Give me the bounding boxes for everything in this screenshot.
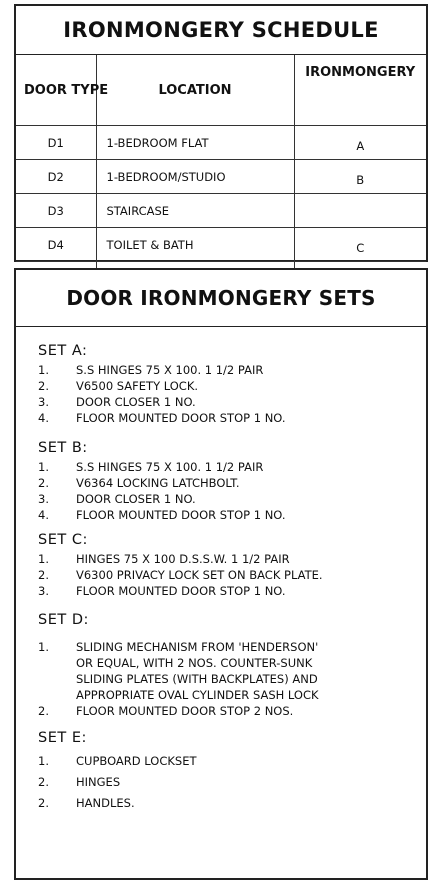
sets-title: DOOR IRONMONGERY SETS xyxy=(16,270,426,327)
list-item xyxy=(38,475,418,491)
item-number: 1. xyxy=(38,640,49,654)
list-item xyxy=(38,774,418,790)
item-text: HANDLES. xyxy=(76,796,135,810)
ironmongery-sets xyxy=(14,268,428,880)
list-item xyxy=(38,394,418,410)
set-name: SET A: xyxy=(38,343,88,359)
item-text: S.S HINGES 75 X 100. 1 1/2 PAIR xyxy=(76,363,264,377)
item-number: 2. xyxy=(38,796,49,810)
set-c xyxy=(38,529,418,599)
door-type-cell: D4 xyxy=(16,228,96,262)
item-text: DOOR CLOSER 1 NO. xyxy=(76,395,196,409)
item-number: 3. xyxy=(38,492,49,506)
schedule-title: IRONMONGERY SCHEDULE xyxy=(16,6,426,55)
item-number: 2. xyxy=(38,775,49,789)
item-number: 1. xyxy=(38,363,49,377)
list-item xyxy=(38,703,418,719)
header-ironmongery: IRONMONGERY xyxy=(294,55,426,126)
table-row xyxy=(16,228,426,262)
set-name: SET E: xyxy=(38,730,87,746)
door-type-cell: D3 xyxy=(16,194,96,228)
door-type-cell: D2 xyxy=(16,160,96,194)
location-cell: TOILET & BATH xyxy=(96,228,294,262)
ironmongery-cell: C xyxy=(294,228,426,262)
list-item xyxy=(38,459,418,475)
schedule-table xyxy=(16,55,426,296)
item-text: SLIDING MECHANISM FROM 'HENDERSON' OR EQUAL, WITH 2 NOS. COUNTER-SUNK SLIDING PLATES (WITH BACKPLATES) AND APPROPRIATE OVAL CYLINDER SASH LOCK xyxy=(76,640,319,702)
item-text: S.S HINGES 75 X 100. 1 1/2 PAIR xyxy=(76,460,264,474)
item-text: V6300 PRIVACY LOCK SET ON BACK PLATE. xyxy=(76,568,323,582)
set-name: SET C: xyxy=(38,532,88,548)
table-row xyxy=(16,160,426,194)
set-a xyxy=(38,340,418,426)
item-number: 2. xyxy=(38,704,49,718)
item-text: FLOOR MOUNTED DOOR STOP 1 NO. xyxy=(76,508,286,522)
header-location: LOCATION xyxy=(96,55,294,126)
item-text: V6500 SAFETY LOCK. xyxy=(76,379,199,393)
set-name: SET B: xyxy=(38,440,88,456)
item-text: CUPBOARD LOCKSET xyxy=(76,754,197,768)
table-row xyxy=(16,126,426,160)
location-cell: 1-BEDROOM FLAT xyxy=(96,126,294,160)
item-text: FLOOR MOUNTED DOOR STOP 1 NO. xyxy=(76,411,286,425)
item-number: 3. xyxy=(38,395,49,409)
ironmongery-cell: A xyxy=(294,126,426,160)
set-e xyxy=(38,727,418,811)
item-number: 2. xyxy=(38,568,49,582)
list-item xyxy=(38,491,418,507)
ironmongery-cell: B xyxy=(294,160,426,194)
item-text: HINGES 75 X 100 D.S.S.W. 1 1/2 PAIR xyxy=(76,552,290,566)
item-number: 2. xyxy=(38,379,49,393)
set-b xyxy=(38,437,418,523)
ironmongery-cell xyxy=(294,194,426,228)
set-name: SET D: xyxy=(38,612,89,628)
location-cell: STAIRCASE xyxy=(96,194,294,228)
list-item xyxy=(38,362,418,378)
list-item xyxy=(38,507,418,523)
item-text: HINGES xyxy=(76,775,121,789)
header-door-type: DOOR TYPE xyxy=(16,55,96,126)
list-item xyxy=(38,795,418,811)
sets-list xyxy=(38,340,418,811)
item-number: 3. xyxy=(38,584,49,598)
list-item xyxy=(38,753,418,769)
item-number: 1. xyxy=(38,754,49,768)
item-number: 1. xyxy=(38,552,49,566)
list-item xyxy=(38,378,418,394)
list-item xyxy=(38,639,418,703)
ironmongery-schedule xyxy=(14,4,428,262)
item-number: 4. xyxy=(38,411,49,425)
item-text: FLOOR MOUNTED DOOR STOP 1 NO. xyxy=(76,584,286,598)
item-number: 1. xyxy=(38,460,49,474)
table-row xyxy=(16,194,426,228)
door-type-cell: D1 xyxy=(16,126,96,160)
set-d xyxy=(38,609,418,719)
item-text: DOOR CLOSER 1 NO. xyxy=(76,492,196,506)
list-item xyxy=(38,551,418,567)
item-text: V6364 LOCKING LATCHBOLT. xyxy=(76,476,240,490)
item-number: 2. xyxy=(38,476,49,490)
list-item xyxy=(38,583,418,599)
item-number: 4. xyxy=(38,508,49,522)
list-item xyxy=(38,567,418,583)
location-cell: 1-BEDROOM/STUDIO xyxy=(96,160,294,194)
item-text: FLOOR MOUNTED DOOR STOP 2 NOS. xyxy=(76,704,294,718)
list-item xyxy=(38,410,418,426)
